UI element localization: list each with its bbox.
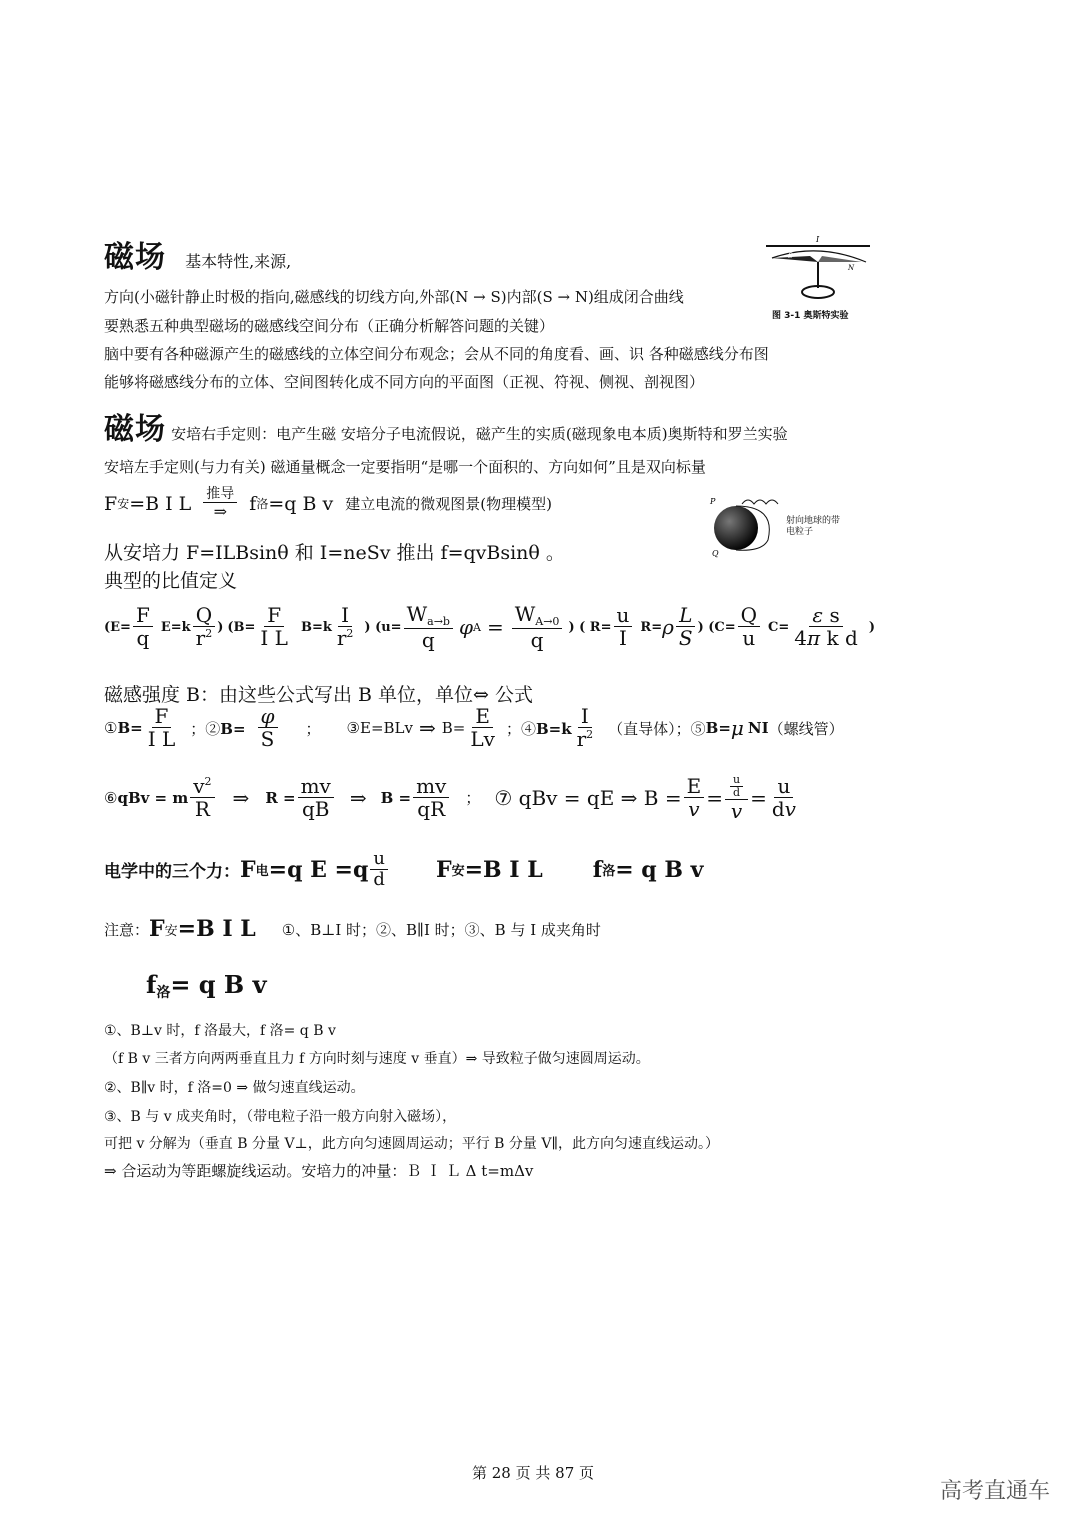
heading-title: 磁场	[104, 240, 166, 275]
b-title: 磁感强度 B：由这些公式写出 B 单位，单位⇔ 公式	[104, 684, 534, 706]
formula-derivation: F 安 =B I L $\frac{\text{推导}}{\Rightarrow}$ f 洛 =q B v 建立电流的微观图景(物理模型)	[104, 486, 552, 521]
para1-line2: 要熟悉五种典型磁场的磁感线空间分布（正确分析解答问题的关键）	[104, 317, 555, 335]
derive-arrow: $\frac{\text{推导}}{\Rightarrow}$	[203, 487, 237, 520]
lorentz-note-2: （f B v 三者方向两两垂直且力 f 方向时刻与速度 v 垂直）⇒ 导致粒子做匀速圆周运动。	[104, 1051, 650, 1067]
lorentz-note-5: 可把 v 分解为（垂直 B 分量 V⊥，此方向匀速圆周运动；平行 B 分量 V∥，此方向匀速直线运动。）	[104, 1136, 719, 1152]
three-forces: 电学中的三个力： F 电 =q E =q $\frac{u}{d}$ F 安 =B I L f 洛 = q B v	[104, 848, 704, 890]
svg-text:P: P	[710, 497, 716, 506]
b-formulas-row1: ①B= $\frac{F}{\text{I L}}$ ；②B= $\frac{\varphi}{S}$ ； ③E=BLv ⇒ B= $\frac{E}{Lv}$ ；④B=k $\frac{I}{r^2}$ （直导体）；⑤ B= μ NI （螺线管）	[104, 704, 844, 751]
earth-caption: 射向地球的带电粒子	[786, 516, 841, 537]
svg-text:N: N	[848, 264, 855, 272]
b-formulas-row2: ⑥qBv = m $\frac{v^2}{R}$ ⇒ R = $\frac{mv}{qB}$ ⇒ B = $\frac{mv}{qR}$ ； ⑦ qBv = qE ⇒ B = $\frac{E}{v}$ = $\frac{\frac{u}{d}}{v}$ = $\frac{u}{dv}$	[104, 773, 796, 823]
derive-line: 从安培力 F=ILBsinθ 和 I=neSv 推出 f=qvBsinθ 。	[104, 542, 565, 564]
heading-subtitle: 基本特性,来源,	[185, 252, 292, 271]
note-line: 注意： F 安 =B I L ①、B⊥I 时；②、B∥I 时；③、B 与 I 成夹角时	[104, 916, 601, 942]
lorentz-note-6: ⇒ 合运动为等距螺旋线运动。安培力的冲量：Ｂ Ｉ Ｌ Δ t=mΔv	[104, 1162, 534, 1180]
oersted-figure	[762, 232, 874, 322]
svg-text:S: S	[788, 252, 793, 260]
svg-text:Q: Q	[712, 549, 719, 558]
earth-particles-icon	[706, 490, 786, 560]
heading-magnetic-field	[104, 232, 291, 276]
ratio-definitions: (E= $\frac{F}{q}$ E=k $\frac{Q}{r^2}$ ) (B= $\frac{F}{\text{I L}}$ B=k $\frac{I}{r^2}$ ) (u= $\frac{W_{a\to b}}{q}$ φ A = $\frac{W_{A\to 0}}{q}$ ) ( R= $\frac{u}{I}$ R= ρ $\frac{L}{S}$ ) (C= $\frac{Q}{u}$ C= $\frac{\text{ε s}}{\text{4π k d}}$ )	[104, 602, 875, 652]
page-footer: 第 28 页 共 87 页	[472, 1464, 595, 1482]
para1-line3: 脑中要有各种磁源产生的磁感线的立体空间分布观念；会从不同的角度看、画、识 各种磁感线分布图	[104, 345, 769, 363]
ratio-title: 典型的比值定义	[104, 570, 238, 592]
heading2	[104, 404, 788, 448]
svg-text:I: I	[816, 235, 820, 244]
heading2-text: 安培右手定则：电产生磁 安培分子电流假说，磁产生的实质(磁现象电本质)奥斯特和罗兰实验	[171, 425, 788, 443]
lorentz-note-4: ③、B 与 v 成夹角时，（带电粒子沿一般方向射入磁场），	[104, 1109, 457, 1125]
para1-line4: 能够将磁感线分布的立体、空间图转化成不同方向的平面图（正视、符视、侧视、剖视图）	[104, 373, 705, 391]
para1-line1: 方向(小磁针静止时极的指向,磁感线的切线方向,外部(N → S)内部(S → N)组成闭合曲线	[104, 288, 684, 306]
lorentz-note-1: ①、B⊥v 时，f 洛最大，f 洛= q B v	[104, 1023, 336, 1039]
ampere-left-hand-line: 安培左手定则(与力有关) 磁通量概念一定要指明“是哪一个面积的、方向如何”且是双向标量	[104, 458, 706, 476]
oersted-caption: 图 3-1 奥斯特实验	[772, 311, 849, 321]
watermark: 高考直通车	[940, 1479, 1051, 1504]
earth-figure	[706, 490, 846, 560]
lorentz-note-3: ②、B∥v 时，f 洛=0 ⇒ 做匀速直线运动。	[104, 1080, 365, 1096]
lorentz-force-big: $f_洛= q$ B v	[146, 970, 267, 1001]
heading2-title: 磁场	[104, 412, 166, 447]
oersted-diagram-icon	[762, 232, 874, 310]
